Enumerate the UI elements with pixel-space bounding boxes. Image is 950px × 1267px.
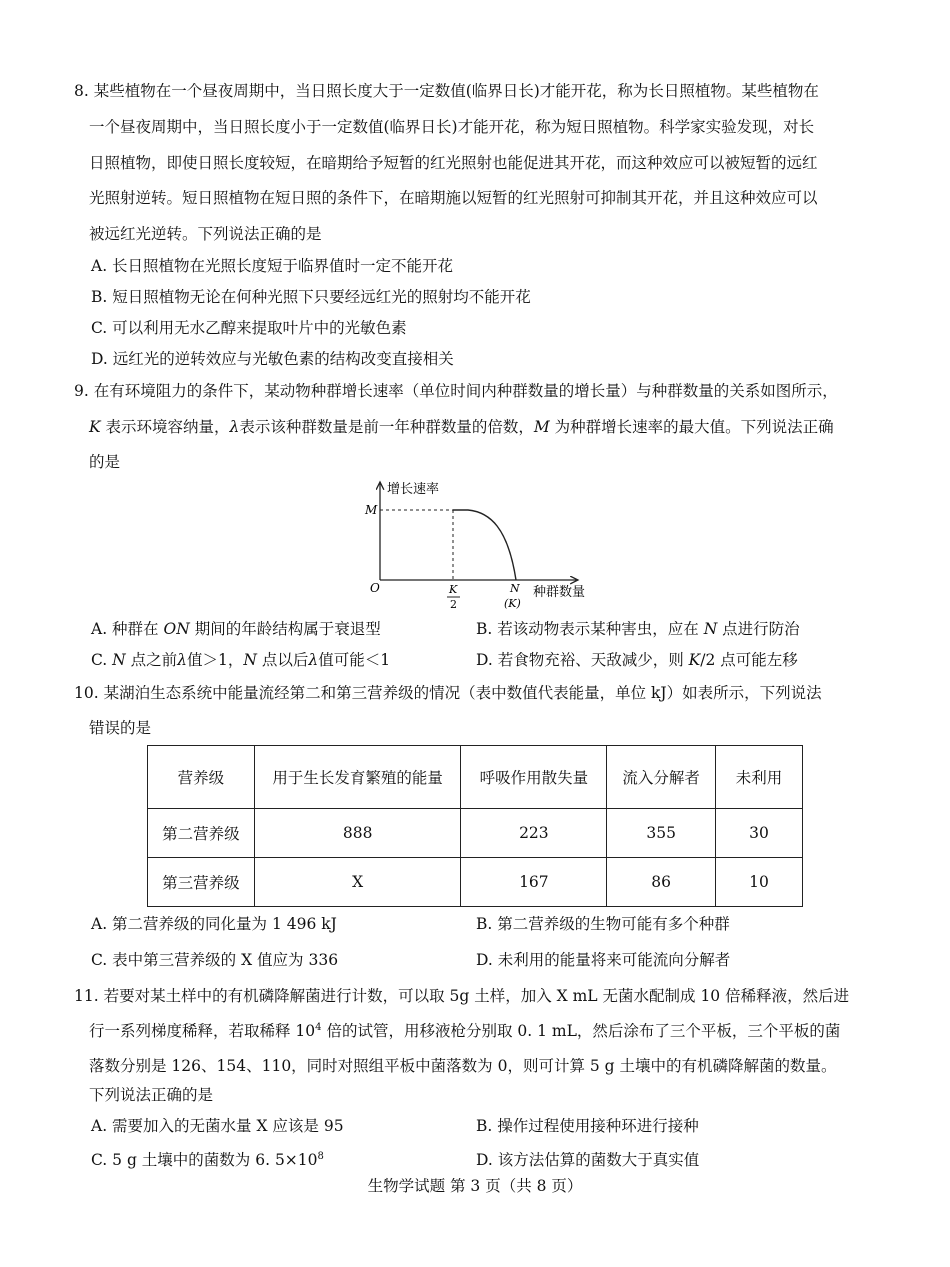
table-row [148, 858, 803, 907]
energy-table [147, 745, 803, 907]
table-cell: 10 [716, 858, 803, 907]
q10-option-a: A. 第二营养级的同化量为 1 496 kJ [91, 915, 337, 933]
table-cell: 第三营养级 [148, 858, 255, 907]
q8-option-a: A. 长日照植物在光照长度短于临界值时一定不能开花 [91, 257, 454, 275]
table-cell: 第二营养级 [148, 809, 255, 858]
q9-d-k: K [688, 651, 701, 669]
q8-option-c: C. 可以利用无水乙醇来提取叶片中的光敏色素 [91, 319, 407, 337]
table-cell: 355 [607, 809, 716, 858]
q10-line-2: 错误的是 [89, 719, 152, 737]
q11-option-a: A. 需要加入的无菌水量 X 应该是 95 [91, 1117, 344, 1135]
table-header-row [148, 746, 803, 809]
q9-c-lambda: λ [177, 651, 187, 669]
n-label: N [510, 582, 520, 595]
page-footer: 生物学试题 第 3 页（共 8 页） [367, 1177, 583, 1195]
q11-line2-exponent: 4 [315, 1021, 322, 1033]
q9-option-a [91, 619, 381, 639]
q9-line-1: 9. 在有环境阻力的条件下，某动物种群增长速率（单位时间内种群数量的增长量）与种群数量的关系如图所示， [74, 382, 838, 400]
q8-line-4: 光照射逆转。短日照植物在短日照的条件下，在暗期施以短暂的红光照射可抑制其开花，并且这种效应可以 [89, 189, 818, 207]
table-cell: 30 [716, 809, 803, 858]
q8-line-1: 8. 某些植物在一个昼夜周期中，当日照长度大于一定数值(临界日长)才能开花，称为长日照植物。某些植物在 [74, 82, 819, 100]
q9-line2-text-c: 为种群增长速率的最大值。下列说法正确 [549, 418, 834, 436]
q9-m-symbol: M [533, 418, 550, 436]
q9-c-n2: N [243, 651, 257, 669]
q9-c-lambda2: λ [308, 651, 319, 669]
q9-lambda-symbol: λ [229, 418, 240, 436]
q9-d-text-2: /2 点可能左移 [700, 651, 798, 669]
table-cell: 86 [607, 858, 716, 907]
x-axis-label: 种群数量 [533, 585, 586, 600]
table-cell: 167 [461, 858, 607, 907]
q8-line-3: 日照植物，即使日照长度较短，在暗期给予短暂的红光照射也能促进其开花，而这种效应可以被短暂的远红 [89, 154, 818, 172]
q11-line-1: 11. 若要对某土样中的有机磷降解菌进行计数，可以取 5g 土样，加入 X mL 无菌水配制成 10 倍稀释液，然后进 [74, 987, 850, 1005]
table-cell: 888 [254, 809, 461, 858]
q10-option-c: C. 表中第三营养级的 X 值应为 336 [91, 951, 339, 969]
q11-line-3: 落数分别是 126、154、110，同时对照组平板中菌落数为 0，则可计算 5 g 土壤中的有机磷降解菌的数量。 [89, 1057, 837, 1075]
q9-line-3: 的是 [89, 453, 121, 471]
q9-b-text-1: B. 若该动物表示某种害虫，应在 [476, 620, 704, 638]
q9-line2-text-b: 表示该种群数量是前一年种群数量的倍数， [239, 418, 534, 436]
m-label: M [365, 503, 378, 517]
k-half-denominator: 2 [450, 598, 457, 611]
table-cell: X [254, 858, 461, 907]
k-half-numerator: K [449, 583, 458, 596]
q9-line2-text-a: 表示环境容纳量， [100, 418, 230, 436]
table-header: 用于生长发育繁殖的能量 [254, 746, 461, 809]
q9-c-n: N [112, 651, 126, 669]
q8-option-b: B. 短日照植物无论在何种光照下只要经远红光的照射均不能开花 [91, 288, 531, 306]
q11-option-b: B. 操作过程使用接种环进行接种 [476, 1117, 699, 1135]
table-row [148, 809, 803, 858]
q9-a-on: ON [163, 620, 190, 638]
q11-option-c [91, 1150, 324, 1170]
q8-line-5: 被远红光逆转。下列说法正确的是 [89, 225, 322, 243]
q9-c-text-3: 值＞1， [187, 651, 244, 669]
table-header: 营养级 [148, 746, 255, 809]
q9-b-text-2: 点进行防治 [717, 620, 800, 638]
q9-line-2 [89, 417, 834, 437]
q11-line2-text-a: 行一系列梯度稀释，若取稀释 10 [89, 1022, 316, 1040]
growth-rate-graph [350, 474, 590, 614]
q9-b-n: N [703, 620, 718, 638]
q9-c-text-4: 点以后 [256, 651, 309, 669]
origin-label: O [370, 581, 380, 595]
table-cell: 223 [461, 809, 607, 858]
q9-option-d [476, 650, 798, 670]
y-axis-label: 增长速率 [387, 482, 440, 497]
q11-line2-text-b: 倍的试管，用移液枪分别取 0. 1 mL，然后涂布了三个平板，三个平板的菌 [321, 1022, 841, 1040]
q10-option-d: D. 未利用的能量将来可能流向分解者 [476, 951, 731, 969]
q8-option-d: D. 远红光的逆转效应与光敏色素的结构改变直接相关 [91, 350, 454, 368]
q10-option-b: B. 第二营养级的生物可能有多个种群 [476, 915, 730, 933]
q11-c-text: C. 5 g 土壤中的菌数为 6. 5×10 [91, 1151, 318, 1169]
q11-c-exponent: 8 [317, 1150, 324, 1162]
q9-a-text-2: 期间的年龄结构属于衰退型 [189, 620, 381, 638]
q9-option-b [476, 619, 800, 639]
q9-c-text-1: C. [91, 651, 113, 669]
growth-rate-curve [453, 510, 516, 580]
table-header: 流入分解者 [607, 746, 716, 809]
table-header: 未利用 [716, 746, 803, 809]
q9-k-symbol: K [89, 418, 101, 436]
n-k-label: (K) [504, 597, 521, 610]
q8-line-2: 一个昼夜周期中，当日照长度小于一定数值(临界日长)才能开花，称为短日照植物。科学家实验发现，对长 [89, 118, 815, 136]
q9-a-text-1: A. 种群在 [91, 620, 164, 638]
table-header: 呼吸作用散失量 [461, 746, 607, 809]
q9-d-text-1: D. 若食物充裕、天敌减少，则 [476, 651, 689, 669]
q11-option-d: D. 该方法估算的菌数大于真实值 [476, 1151, 700, 1169]
q9-option-c [91, 650, 390, 670]
q10-line-1: 10. 某湖泊生态系统中能量流经第二和第三营养级的情况（表中数值代表能量，单位 kJ）如表所示，下列说法 [74, 684, 822, 702]
q11-line-4: 下列说法正确的是 [89, 1086, 214, 1104]
q11-line-2 [89, 1021, 840, 1041]
q9-c-text-2: 点之前 [125, 651, 178, 669]
q9-c-text-5: 值可能＜1 [318, 651, 391, 669]
